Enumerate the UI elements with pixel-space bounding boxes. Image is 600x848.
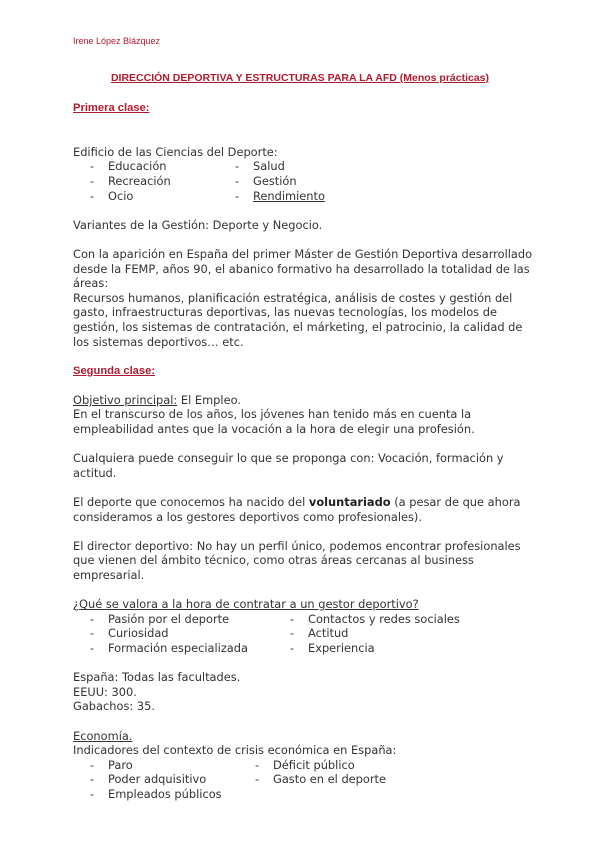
section-heading-segunda-clase: Segunda clase: <box>73 364 156 377</box>
aparicion-text: Con la aparición en España del primer Máster de Gestión Deportiva desarrollado desde la FEMP, años 90, el abanico formativo ha desarrollado la totalidad de las áreas: <box>73 246 533 291</box>
list-item: - Pasión por el deporte <box>90 611 230 626</box>
transcurso-text: En el transcurso de los años, los jóvenes han tenido más en cuenta la empleabilidad antes que la vocación a la hora de elegir una profesión. <box>73 407 475 437</box>
header-author: Irene López Blázquez <box>73 36 161 46</box>
objetivo-line <box>73 393 533 408</box>
list-item: - Déficit público <box>255 757 355 772</box>
list-item: - Recreación <box>90 173 171 188</box>
list-item: - Gasto en el deporte <box>255 772 387 787</box>
document-title: DIRECCIÓN DEPORTIVA Y ESTRUCTURAS PARA LA AFD (Menos prácticas) <box>110 72 490 84</box>
valora-heading: ¿Qué se valora a la hora de contratar a un gestor deportivo? <box>73 597 419 612</box>
list-item: - Actitud <box>290 626 349 641</box>
deporte-text: El deporte que conocemos ha nacido del voluntariado (a pesar de que ahora consideramos a los gestores deportivos como profesionales). <box>73 495 521 524</box>
areas-text: Recursos humanos, planificación estratégica, análisis de costes y gestión del gasto, infraestructuras deportivas, las nuevas tecnologías, los modelos de gestión, los sistemas de contratación, el márketing, el patrocinio, la calidad de los sistemas deportivos… etc. <box>73 290 523 349</box>
director-text: El director deportivo: No hay un perfil único, podemos encontrar profesionales que vienen del ámbito técnico, como otras áreas cercanas al business empresarial. <box>73 538 521 582</box>
variantes-text: Variantes de la Gestión: Deporte y Negocio. <box>73 217 323 232</box>
edificio-list <box>73 159 533 203</box>
gabachos-text: Gabachos: 35. <box>73 699 155 714</box>
list-item: - Poder adquisitivo <box>90 772 207 787</box>
document-body <box>73 101 533 802</box>
list-item: - Educación <box>90 159 167 174</box>
edificio-intro: Edificio de las Ciencias del Deporte: <box>73 144 278 159</box>
list-item: - Empleados públicos <box>90 786 222 801</box>
valora-list <box>73 612 533 656</box>
indicadores-text: Indicadores del contexto de crisis económica en España: <box>73 743 397 758</box>
cualquiera-text: Cualquiera puede conseguir lo que se proponga con: Vocación, formación y actitud. <box>73 451 504 480</box>
list-item: - Rendimiento <box>235 188 325 203</box>
list-item: - Formación especializada <box>90 640 248 655</box>
list-item: - Salud <box>235 159 285 174</box>
list-item: - Paro <box>90 757 133 772</box>
indicadores-list <box>73 758 533 802</box>
list-item: - Ocio <box>90 188 134 203</box>
list-item: - Contactos y redes sociales <box>290 611 460 626</box>
eeuu-text: EEUU: 300. <box>73 684 137 699</box>
objetivo-label: Objetivo principal: <box>73 392 178 407</box>
economia-heading: Economía. <box>73 728 133 743</box>
objetivo-value: El Empleo. <box>177 392 241 407</box>
list-item: - Curiosidad <box>90 626 169 641</box>
section-heading-primera-clase: Primera clase: <box>73 102 150 114</box>
espana-text: España: Todas las facultades. <box>73 670 241 685</box>
list-item: - Experiencia <box>290 640 375 655</box>
voluntariado-bold: voluntariado <box>308 495 391 510</box>
list-item: - Gestión <box>235 173 297 188</box>
